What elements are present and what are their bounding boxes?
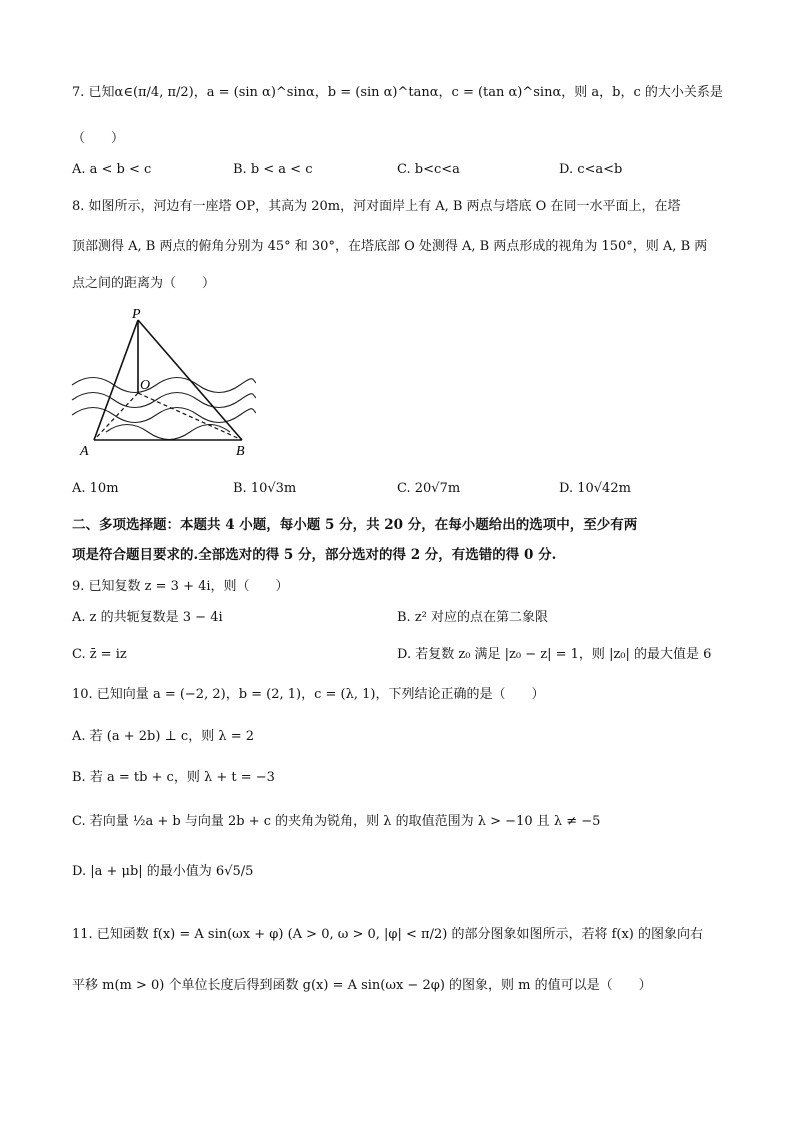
tower-figure-svg: [66, 305, 256, 460]
label-b: B: [236, 444, 245, 459]
q8-stem-line3: 点之间的距离为（ ）: [72, 276, 216, 291]
section2-heading-line2: 项是符合题目要求的.全部选对的得 5 分，部分选对的得 2 分，有选错的得 0 分.: [72, 547, 557, 563]
q7-paren: （ ）: [72, 131, 125, 146]
q10-option-a: A. 若 (a + 2b) ⊥ c，则 λ = 2: [72, 729, 255, 744]
q7-option-b: B. b < a < c: [233, 162, 313, 177]
q10-option-b: B. 若 a = tb + c，则 λ + t = −3: [72, 770, 275, 785]
q9-option-c: C. z̄ = iz: [72, 647, 127, 662]
q9-stem: 9. 已知复数 z = 3 + 4i，则（ ）: [72, 579, 289, 594]
q9-option-d: D. 若复数 z₀ 满足 |z₀ − z| = 1，则 |z₀| 的最大值是 6: [397, 647, 712, 662]
q7-option-a: A. a < b < c: [72, 162, 152, 177]
q10-option-c: C. 若向量 ½a + b 与向量 2b + c 的夹角为锐角，则 λ 的取值范围为 λ > −10 且 λ ≠ −5: [72, 814, 601, 829]
q11-stem-line1: 11. 已知函数 f(x) = A sin(ωx + φ) (A > 0, ω > 0, |φ| < π/2) 的部分图象如图所示，若将 f(x) 的图象向右: [72, 927, 703, 942]
q7-option-c: C. b<c<a: [397, 162, 460, 177]
label-a: A: [80, 444, 89, 459]
q8-option-c: C. 20√7m: [397, 481, 461, 496]
q10-option-d: D. |a + μb| 的最小值为 6√5/5: [72, 864, 254, 879]
river-waves: [72, 378, 256, 440]
q8-stem-line1: 8. 如图所示，河边有一座塔 OP，其高为 20m，河对面岸上有 A, B 两点与塔底 O 在同一水平面上，在塔: [72, 199, 681, 214]
q7-stem: 7. 已知α∈(π/4, π/2)，a = (sin α)^sinα，b = (sin α)^tanα，c = (tan α)^sinα，则 a，b，c 的大小关系是: [72, 85, 723, 100]
q8-option-d: D. 10√42m: [559, 481, 631, 496]
q9-option-b: B. z² 对应的点在第二象限: [397, 610, 549, 625]
section2-heading-line1: 二、多项选择题：本题共 4 小题，每小题 5 分，共 20 分，在每小题给出的选项中，至少有两: [72, 517, 638, 533]
q11-stem-line2: 平移 m(m > 0) 个单位长度后得到函数 g(x) = A sin(ωx − 2φ) 的图象，则 m 的值可以是（ ）: [72, 978, 652, 993]
q8-option-b: B. 10√3m: [233, 481, 297, 496]
q10-stem: 10. 已知向量 a = (−2, 2)，b = (2, 1)，c = (λ, 1)，下列结论正确的是（ ）: [72, 687, 545, 702]
q8-stem-line2: 顶部测得 A, B 两点的俯角分别为 45° 和 30°，在塔底部 O 处测得 A, B 两点形成的视角为 150°，则 A, B 两: [72, 239, 708, 254]
q7-option-d: D. c<a<b: [559, 162, 623, 177]
q9-option-a: A. z 的共轭复数是 3 − 4i: [72, 610, 223, 625]
label-p: P: [132, 307, 141, 322]
q8-option-a: A. 10m: [72, 481, 119, 496]
label-o: O: [140, 378, 151, 393]
tower-river-figure: [66, 305, 256, 460]
